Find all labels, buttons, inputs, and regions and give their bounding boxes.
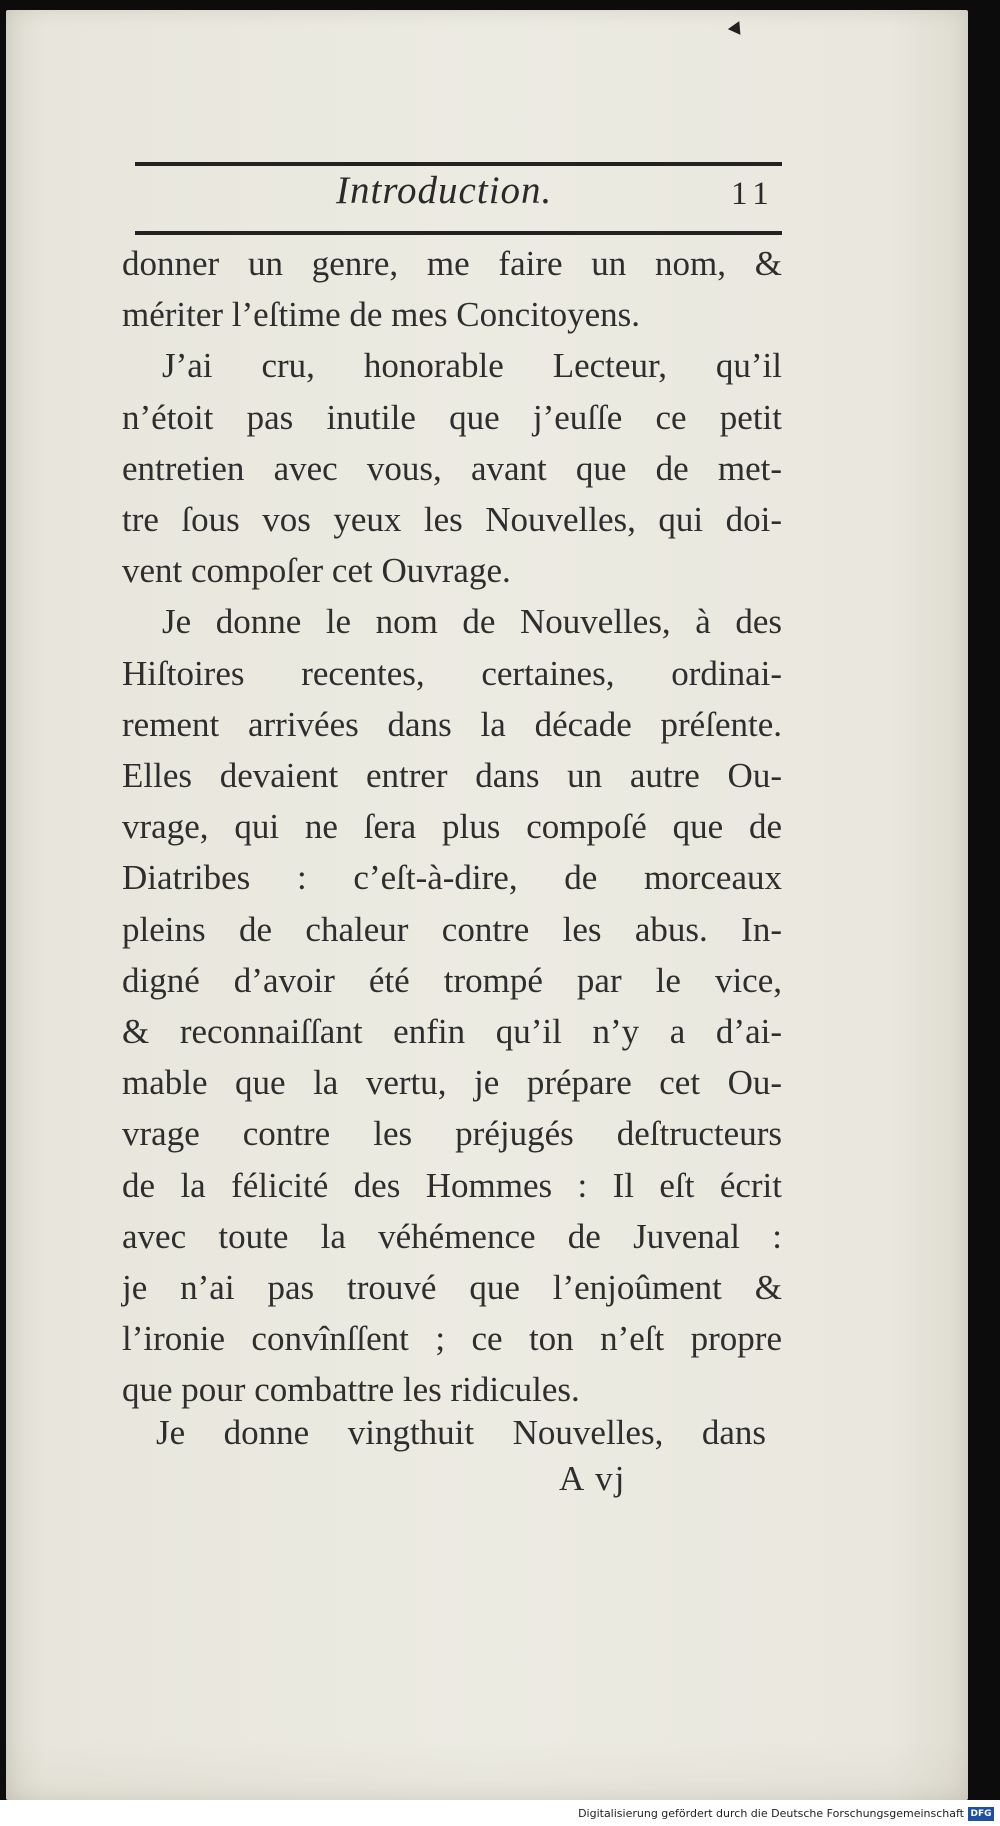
dfg-logo: DFG [968,1807,994,1821]
digitization-footer [0,1800,1000,1826]
text-line: entretien avec vous, avant que de met- [122,448,782,488]
footer-credit: Digitalisierung gefördert durch die Deutsche Forschungsgemeinschaft [578,1807,964,1820]
text-line: vrage contre les préjugés deſtructeurs [122,1114,782,1154]
text-line: l’ironie convînſſent ; ce ton n’eſt propre [122,1319,782,1359]
text-line: donner un genre, me faire un nom, & [122,244,782,283]
catchline: Je donne vingthuit Nouvelles, dans [156,1413,766,1452]
text-line: je n’ai pas trouvé que l’enjoûment & [122,1268,782,1308]
page-number: 11 [731,176,775,212]
text-line: mériter l’eſtime de mes Concitoyens. [122,295,641,335]
page-corner-mark [728,21,746,39]
text-line: & reconnaiſſant enfin qu’il n’y a d’ai- [122,1012,782,1052]
text-line: n’étoit pas inutile que j’euſſe ce petit [122,397,782,437]
text-line: digné d’avoir été trompé par le vice, [122,960,782,1000]
text-line: rement arrivées dans la décade préſente. [122,704,782,744]
header-rule-bottom [135,231,782,235]
text-line: avec toute la véhémence de Juvenal : [122,1216,782,1256]
book-page [6,10,968,1800]
text-line: vrage, qui ne ſera plus compoſé que de [122,807,782,847]
text-line: Hiſtoires recentes, certaines, ordinai- [122,653,782,693]
text-line: tre ſous vos yeux les Nouvelles, qui doi- [122,500,782,540]
running-title: Introduction. [336,169,553,212]
header-rule-top [135,162,782,166]
text-line: de la félicité des Hommes : Il eſt écrit [122,1165,782,1205]
text-line: J’ai cru, honorable Lecteur, qu’il [162,346,782,386]
body-text [122,238,782,1416]
text-line: Diatribes : c’eſt-à-dire, de morceaux [122,858,782,898]
text-line: mable que la vertu, je prépare cet Ou- [122,1063,782,1103]
text-line: Je donne le nom de Nouvelles, à des [162,602,782,642]
text-line: vent compoſer cet Ouvrage. [122,551,511,591]
signature-mark: A vj [559,1459,627,1498]
text-line: que pour combattre les ridicules. [122,1370,580,1410]
text-line: Elles devaient entrer dans un autre Ou- [122,756,782,796]
text-line: pleins de chaleur contre les abus. In- [122,909,782,949]
